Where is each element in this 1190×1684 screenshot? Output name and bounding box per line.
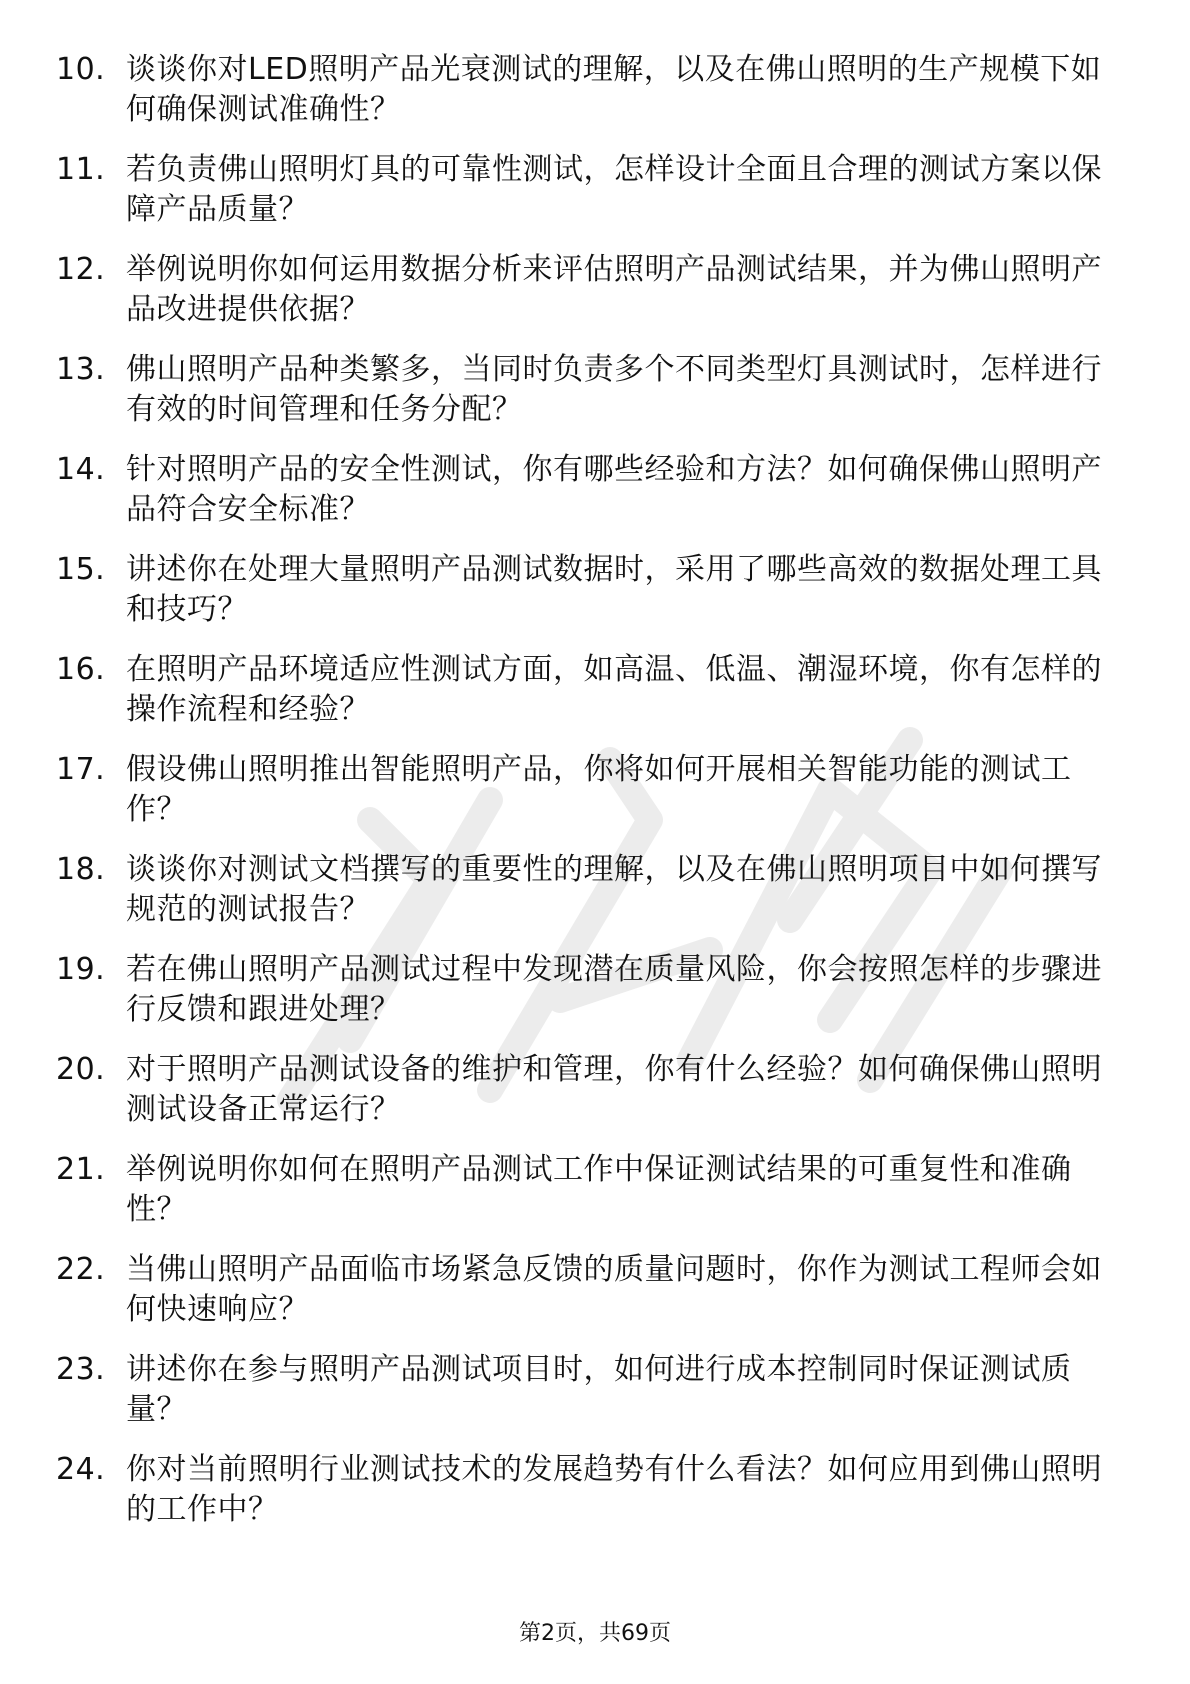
page-footer — [0, 1620, 1190, 1648]
question-text: 讲述你在参与照明产品测试项目时，如何进行成本控制同时保证测试质量？ — [126, 1352, 1072, 1427]
question-item — [56, 450, 1116, 530]
question-item — [56, 950, 1116, 1030]
question-text: 你对当前照明行业测试技术的发展趋势有什么看法？如何应用到佛山照明的工作中？ — [126, 1452, 1102, 1527]
question-text: 对于照明产品测试设备的维护和管理，你有什么经验？如何确保佛山照明测试设备正常运行？ — [126, 1052, 1102, 1127]
question-number: 23. — [56, 1352, 106, 1387]
question-item — [56, 1150, 1116, 1230]
question-number: 11. — [56, 152, 106, 187]
question-number: 24. — [56, 1452, 106, 1487]
question-number: 21. — [56, 1152, 106, 1187]
question-text: 谈谈你对LED照明产品光衰测试的理解，以及在佛山照明的生产规模下如何确保测试准确性？ — [126, 52, 1102, 127]
question-number: 19. — [56, 952, 106, 987]
question-item — [56, 1050, 1116, 1130]
question-number: 17. — [56, 752, 106, 787]
page-indicator: 第2页，共69页 — [519, 1621, 671, 1646]
question-number: 13. — [56, 352, 106, 387]
question-text: 举例说明你如何在照明产品测试工作中保证测试结果的可重复性和准确性？ — [126, 1152, 1072, 1227]
question-text: 针对照明产品的安全性测试，你有哪些经验和方法？如何确保佛山照明产品符合安全标准？ — [126, 452, 1102, 527]
question-number: 14. — [56, 452, 106, 487]
question-item — [56, 850, 1116, 930]
question-item — [56, 1250, 1116, 1330]
question-item — [56, 650, 1116, 730]
question-item — [56, 750, 1116, 830]
question-text: 举例说明你如何运用数据分析来评估照明产品测试结果，并为佛山照明产品改进提供依据？ — [126, 252, 1102, 327]
question-text: 讲述你在处理大量照明产品测试数据时，采用了哪些高效的数据处理工具和技巧？ — [126, 552, 1102, 627]
question-text: 佛山照明产品种类繁多，当同时负责多个不同类型灯具测试时，怎样进行有效的时间管理和任务分配？ — [126, 352, 1102, 427]
question-list — [56, 50, 1116, 1550]
question-text: 若在佛山照明产品测试过程中发现潜在质量风险，你会按照怎样的步骤进行反馈和跟进处理？ — [126, 952, 1102, 1027]
question-item — [56, 1350, 1116, 1430]
question-number: 12. — [56, 252, 106, 287]
question-text: 若负责佛山照明灯具的可靠性测试，怎样设计全面且合理的测试方案以保障产品质量？ — [126, 152, 1102, 227]
question-number: 20. — [56, 1052, 106, 1087]
question-number: 16. — [56, 652, 106, 687]
question-text: 假设佛山照明推出智能照明产品，你将如何开展相关智能功能的测试工作？ — [126, 752, 1072, 827]
question-number: 22. — [56, 1252, 106, 1287]
question-number: 18. — [56, 852, 106, 887]
question-item — [56, 350, 1116, 430]
question-number: 15. — [56, 552, 106, 587]
question-number: 10. — [56, 52, 106, 87]
question-item — [56, 150, 1116, 230]
question-item — [56, 1450, 1116, 1530]
question-item — [56, 50, 1116, 130]
question-item — [56, 550, 1116, 630]
question-item — [56, 250, 1116, 330]
question-text: 当佛山照明产品面临市场紧急反馈的质量问题时，你作为测试工程师会如何快速响应？ — [126, 1252, 1102, 1327]
question-text: 谈谈你对测试文档撰写的重要性的理解，以及在佛山照明项目中如何撰写规范的测试报告？ — [126, 852, 1102, 927]
question-text: 在照明产品环境适应性测试方面，如高温、低温、潮湿环境，你有怎样的操作流程和经验？ — [126, 652, 1102, 727]
